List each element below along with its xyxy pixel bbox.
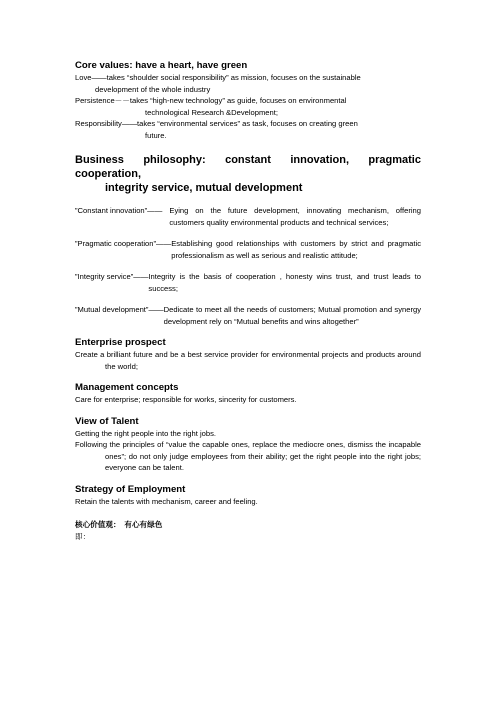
core-value-body: takes “environmental services” as task, focuses on creating green	[137, 119, 358, 128]
strategy-of-employment-text: Retain the talents with mechanism, career and feeling.	[75, 496, 258, 506]
philosophy-term: ”Integrity service”——	[75, 272, 149, 281]
core-value-body-cont: development of the whole industry	[95, 84, 211, 94]
chinese-core-values-line: 即：	[75, 532, 91, 541]
philosophy-body: Dedicate to meet all the needs of customers; Mutual promotion and synergy development rely on “Mutual benefits and wins altogether”	[163, 305, 421, 326]
core-value-love	[75, 72, 421, 95]
core-value-body: takes “high-new technology” as guide, focuses on environmental	[129, 96, 347, 105]
chinese-core-values-heading: 核心价值观： 有心有绿色	[75, 520, 163, 529]
core-value-responsibility	[75, 118, 421, 141]
core-value-body-cont: technological Research &Development;	[145, 107, 278, 117]
core-value-term: Persistence－－	[75, 96, 130, 105]
core-value-body: takes “shoulder social responsibility” as mission, focuses on the sustainable	[106, 73, 361, 82]
management-concepts-text: Care for enterprise; responsible for works, sincerity for customers.	[75, 395, 297, 404]
document-body	[75, 60, 421, 543]
view-of-talent-heading: View of Talent	[75, 415, 139, 427]
philosophy-item-innovation	[75, 205, 421, 228]
philosophy-item-mutual	[75, 304, 421, 327]
philosophy-body: Integrity is the basis of cooperation , honesty wins trust, and trust leads to success;	[148, 272, 421, 293]
core-value-persistence	[75, 95, 421, 118]
view-of-talent-line1: Getting the right people into the right jobs.	[75, 428, 216, 438]
enterprise-prospect-heading: Enterprise prospect	[75, 337, 166, 348]
view-of-talent-line2: Following the principles of “value the capable ones, replace the mediocre ones, dismiss the incapable ones”; do not only judge employees from their ability; get the right people into the right jobs; everyone can be talent.	[75, 440, 421, 472]
philosophy-body: Establishing good relationships with customers by strict and pragmatic professionalism as well as serious and realistic attitude;	[171, 239, 421, 260]
core-value-term: Love——	[75, 73, 107, 82]
core-values-heading: Core values: have a heart, have green	[75, 60, 248, 71]
management-concepts-heading: Management concepts	[75, 382, 179, 393]
business-philosophy-heading	[75, 153, 421, 195]
philosophy-item-cooperation	[75, 238, 421, 261]
strategy-of-employment-heading: Strategy of Employment	[75, 483, 186, 495]
business-philosophy-heading-line1: Business philosophy: constant innovation, pragmatic cooperation,	[75, 154, 421, 180]
philosophy-term: ”Mutual development”——	[75, 305, 164, 314]
philosophy-term: ”Pragmatic cooperation”——	[75, 239, 172, 248]
philosophy-item-integrity	[75, 271, 421, 294]
philosophy-term: ”Constant innovation”——	[75, 206, 163, 215]
enterprise-prospect-text: Create a brilliant future and be a best service provider for environmental projects and products around the world;	[75, 350, 421, 371]
business-philosophy-heading-line2: integrity service, mutual development	[105, 182, 303, 194]
philosophy-body: Eying on the future development, innovating mechanism, offering customers quality environmental products and technical services;	[169, 206, 421, 227]
core-value-body-cont: future.	[145, 130, 167, 140]
core-value-term: Responsibility——	[75, 119, 138, 128]
